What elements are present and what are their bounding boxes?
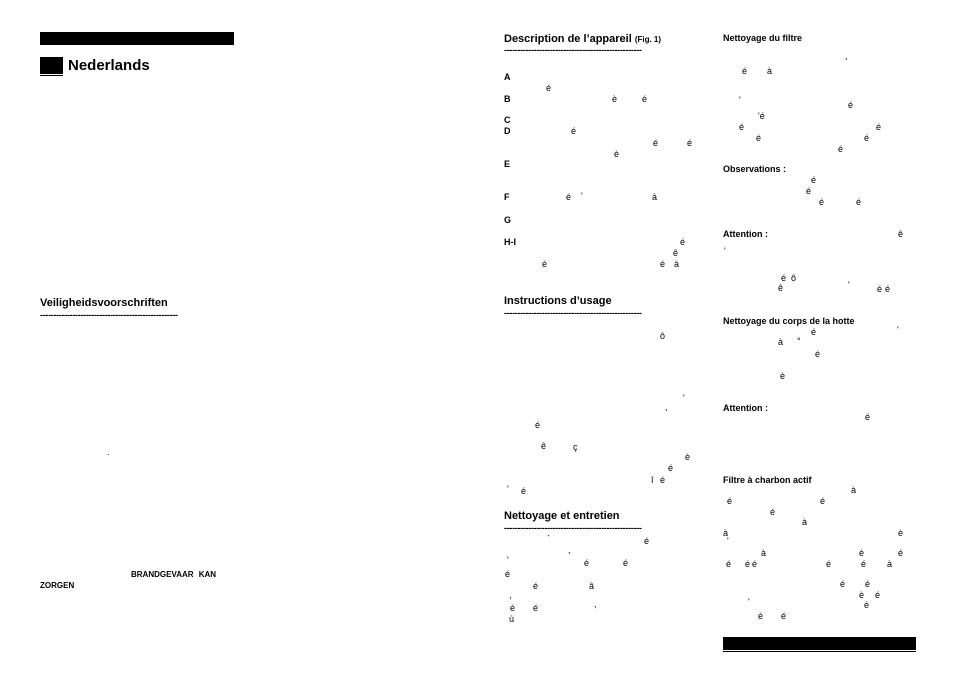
- accent-glyph: à: [778, 337, 784, 347]
- accent-glyph: è: [898, 528, 904, 538]
- accent-glyph: ,: [665, 402, 668, 412]
- cleaning-heading-rule: ---------------------------------------------------: [504, 523, 642, 533]
- accent-glyph: à: [802, 517, 808, 527]
- accent-glyph: é: [840, 579, 846, 589]
- accent-glyph: é: [811, 175, 817, 185]
- accent-glyph: è: [859, 590, 865, 600]
- accent-glyph: é: [781, 611, 787, 621]
- accent-glyph: è: [859, 548, 865, 558]
- accent-glyph: ê: [778, 283, 784, 293]
- accent-glyph: à: [674, 259, 680, 269]
- accent-glyph: é: [726, 559, 732, 569]
- accent-glyph: ': [507, 484, 509, 494]
- accent-glyph: é: [838, 144, 844, 154]
- accent-glyph: ': [748, 597, 750, 607]
- accent-glyph: ç: [573, 442, 578, 452]
- accent-glyph: é: [668, 463, 674, 473]
- accent-glyph: é: [571, 126, 577, 136]
- observations-heading: Observations :: [723, 164, 787, 174]
- accent-glyph: é: [770, 507, 776, 517]
- footer-bar-underline: [723, 651, 916, 652]
- filter-heading: Nettoyage du filtre: [723, 33, 803, 43]
- accent-glyph: ,: [509, 590, 512, 600]
- accent-glyph: ê: [673, 248, 679, 258]
- accent-glyph: é: [826, 559, 832, 569]
- part-letter-a: A: [504, 72, 511, 82]
- accent-glyph: ê: [541, 441, 547, 451]
- accent-glyph: ù: [509, 614, 515, 624]
- accent-glyph: é: [660, 475, 666, 485]
- accent-glyph: ,: [568, 545, 571, 555]
- accent-glyph: ': [507, 555, 509, 565]
- footer-bar: [723, 637, 916, 650]
- accent-glyph: é: [584, 558, 590, 568]
- accent-glyph: ô: [660, 331, 666, 341]
- accent-glyph: é: [864, 600, 870, 610]
- accent-glyph: °: [797, 336, 801, 346]
- accent-glyph: é: [642, 94, 648, 104]
- part-letter-b: B: [504, 94, 511, 104]
- header-bar: [40, 32, 233, 45]
- accent-glyph: ': [848, 280, 850, 290]
- accent-glyph: î: [651, 475, 654, 485]
- accent-glyph: é: [877, 284, 883, 294]
- part-letter-d: D: [504, 126, 511, 136]
- accent-glyph: é: [856, 197, 862, 207]
- accent-glyph: é: [546, 83, 552, 93]
- accent-glyph: `: [547, 534, 550, 544]
- language-title: Nederlands: [68, 57, 150, 74]
- accent-glyph: é: [781, 273, 787, 283]
- accent-glyph: è: [685, 452, 691, 462]
- accent-glyph: é: [533, 603, 539, 613]
- accent-glyph: é: [752, 559, 758, 569]
- fire-warning-line2: ZORGEN: [40, 581, 75, 590]
- language-marker-underline: [40, 75, 63, 76]
- accent-glyph: é: [521, 486, 527, 496]
- accent-glyph: é: [885, 284, 891, 294]
- usage-heading-rule: ---------------------------------------------------: [504, 308, 642, 318]
- safety-heading-rule: ---------------------------------------------------: [40, 310, 178, 320]
- description-heading: [504, 33, 661, 45]
- accent-glyph: ': [897, 325, 899, 335]
- accent-glyph: à: [723, 528, 729, 538]
- accent-glyph: é: [535, 420, 541, 430]
- accent-glyph: é: [680, 237, 686, 247]
- fire-warning-line1: BRANDGEVAAR KAN: [131, 570, 217, 579]
- accent-glyph: à: [851, 485, 857, 495]
- carbon-filter-heading: Filtre à charbon actif: [723, 475, 812, 485]
- accent-glyph: é: [505, 569, 511, 579]
- description-heading-text: Description de l’appareil: [504, 33, 632, 45]
- accent-glyph: ': [739, 95, 741, 105]
- part-letter-e: E: [504, 159, 511, 169]
- accent-glyph: é: [848, 100, 854, 110]
- accent-glyph: é: [876, 122, 882, 132]
- accent-glyph: è: [614, 149, 620, 159]
- accent-glyph: ê: [898, 229, 904, 239]
- attention-label-1: Attention :: [723, 229, 768, 239]
- accent-glyph: é: [542, 259, 548, 269]
- accent-glyph: ,: [594, 599, 597, 609]
- accent-glyph: é: [865, 412, 871, 422]
- accent-glyph: é: [739, 122, 745, 132]
- accent-glyph: é: [806, 186, 812, 196]
- stray-mark: .: [107, 447, 110, 457]
- accent-glyph: é: [811, 327, 817, 337]
- accent-glyph: à: [767, 66, 773, 76]
- accent-glyph: é: [865, 579, 871, 589]
- accent-glyph: é: [864, 133, 870, 143]
- part-letter-f: F: [504, 192, 510, 202]
- accent-glyph: é: [820, 496, 826, 506]
- accent-glyph: é: [644, 536, 650, 546]
- description-fig-ref: (Fig. 1): [634, 35, 662, 44]
- accent-glyph: ': [581, 191, 583, 201]
- accent-glyph: ': [727, 536, 729, 546]
- accent-glyph: ô: [791, 273, 797, 283]
- accent-glyph: é: [727, 496, 733, 506]
- accent-glyph: é: [758, 611, 764, 621]
- accent-glyph: â: [589, 581, 595, 591]
- accent-glyph: à: [761, 548, 767, 558]
- accent-glyph: é: [898, 548, 904, 558]
- accent-glyph: 'é: [758, 111, 765, 121]
- accent-glyph: é: [660, 259, 666, 269]
- accent-glyph: é: [533, 581, 539, 591]
- accent-glyph: è: [612, 94, 618, 104]
- accent-glyph: è: [780, 371, 786, 381]
- header-bar-edge: [233, 32, 234, 45]
- part-letter-g: G: [504, 215, 512, 225]
- attention-label-2: Attention :: [723, 403, 768, 413]
- accent-glyph: ': [683, 393, 685, 403]
- safety-heading: Veiligheidsvoorschriften: [40, 297, 168, 309]
- usage-heading: Instructions d’usage: [504, 295, 612, 307]
- accent-glyph: é: [653, 138, 659, 148]
- accent-glyph: é: [861, 559, 867, 569]
- accent-glyph: é: [510, 603, 516, 613]
- part-letter-h-i: H-I: [504, 237, 516, 247]
- accent-glyph: é: [875, 590, 881, 600]
- accent-glyph: ,: [845, 51, 848, 61]
- accent-glyph: à: [652, 192, 658, 202]
- cleaning-heading: Nettoyage et entretien: [504, 510, 620, 522]
- accent-glyph: à: [887, 559, 893, 569]
- accent-glyph: ': [724, 246, 726, 256]
- accent-glyph: é: [623, 558, 629, 568]
- accent-glyph: é: [745, 559, 751, 569]
- part-letter-c: C: [504, 115, 511, 125]
- accent-glyph: é: [742, 66, 748, 76]
- accent-glyph: é: [687, 138, 693, 148]
- accent-glyph: é: [756, 133, 762, 143]
- accent-glyph: é: [815, 349, 821, 359]
- accent-glyph: é: [819, 197, 825, 207]
- hood-body-cleaning-heading: Nettoyage du corps de la hotte: [723, 316, 855, 326]
- accent-glyph: é: [566, 192, 572, 202]
- description-heading-rule: ---------------------------------------------------: [504, 45, 642, 55]
- language-marker-block: [40, 57, 63, 74]
